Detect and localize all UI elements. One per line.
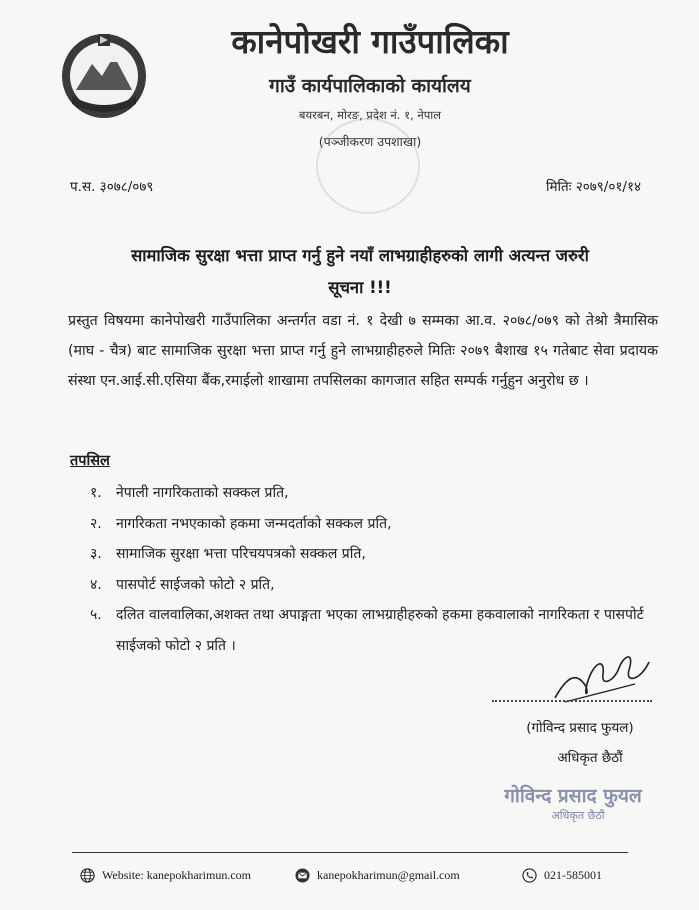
document-list (90, 478, 650, 661)
envelope-icon (295, 868, 310, 883)
list-item-number: ४. (90, 576, 102, 593)
name-stamp: गोविन्द प्रसाद फुयल (504, 785, 642, 807)
list-item-number: ३. (90, 546, 102, 562)
notice-date: मितिः २०७९/०१/१४ (545, 179, 641, 195)
list-item (90, 478, 650, 509)
list-item (90, 570, 650, 601)
body-paragraph: प्रस्तुत विषयमा कानेपोखरी गाउँपालिका अन्तर्गत वडा नं. १ देखी ७ सम्मका आ.व. २०७८/०७९ को तेश्रो त्रैमासिक (माघ - चैत्र) बाट सामाजिक सुरक्षा भत्ता प्राप्त गर्नु हुने लाभग्राहीहरुले मितिः २०७९ बैशाख १५ गतेबाट सेवा प्रदायक संस्था एन.आई.सी.एसिया बैंक,रमाईलो शाखामा तपसिलका कागजात सहित सम्पर्क गर्नुहुन अनुरोध छ । (68, 313, 658, 389)
globe-icon (80, 868, 95, 883)
list-item-text: दलित वालवालिका,अशक्त तथा अपाङ्गता भएका लाभग्राहीहरुको हकमा हकवालाको नागरिकता र पासपोर्ट साईजको फोटो २ प्रति । (116, 607, 644, 654)
subject-line-2: सूचना !!! (328, 278, 392, 297)
list-title: तपसिल (70, 453, 110, 469)
list-item-number: २. (90, 515, 102, 532)
list-item-number: ५. (90, 607, 102, 623)
list-item-text: नागरिकता नभएकाको हकमा जन्मदर्ताको सक्कल प्रति, (116, 515, 392, 532)
branch-name: (पञ्जीकरण उपशाखा) (318, 134, 422, 149)
designation-stamp: अधिकृत छैठौं (551, 809, 605, 822)
signature-line (492, 700, 652, 702)
list-item-text: सामाजिक सुरक्षा भत्ता परिचयपत्रको सक्कल प्रति, (116, 546, 366, 562)
municipality-name: कानेपोखरी गाउँपालिका (231, 22, 509, 61)
phone-text: 021-585001 (544, 868, 602, 882)
footer-email[interactable] (295, 868, 460, 883)
footer-phone[interactable] (522, 868, 602, 883)
subject-line-1: सामाजिक सुरक्षा भत्ता प्राप्त गर्नु हुने नयाँ लाभग्राहीहरुको लागी अत्यन्त जरुरी (131, 246, 589, 265)
list-item (90, 539, 650, 570)
footer (80, 868, 620, 890)
phone-icon (522, 868, 537, 883)
office-stamp (316, 118, 420, 214)
office-address: बयरबन, मोरङ, प्रदेश नं. १, नेपाल (298, 108, 442, 122)
list-item (90, 509, 650, 540)
email-text: kanepokharimun@gmail.com (317, 868, 460, 882)
list-item-number: १. (90, 485, 102, 501)
signatory-designation: अधिकृत छैठौं (557, 750, 623, 766)
list-item-text: पासपोर्ट साईजको फोटो २ प्रति, (116, 576, 275, 593)
list-item-text: नेपाली नागरिकताको सक्कल प्रति, (116, 485, 289, 501)
footer-divider (72, 852, 628, 853)
nepal-emblem-icon (58, 30, 150, 122)
website-text: Website: kanepokharimun.com (102, 868, 251, 882)
signatory-name: (गोविन्द प्रसाद फुयल) (526, 720, 634, 736)
footer-website[interactable] (80, 868, 251, 883)
reference-number: प.स. ३०७८/०७९ (70, 179, 154, 195)
office-name: गाउँ कार्यपालिकाको कार्यालय (269, 75, 471, 97)
notice-subject (64, 240, 656, 304)
